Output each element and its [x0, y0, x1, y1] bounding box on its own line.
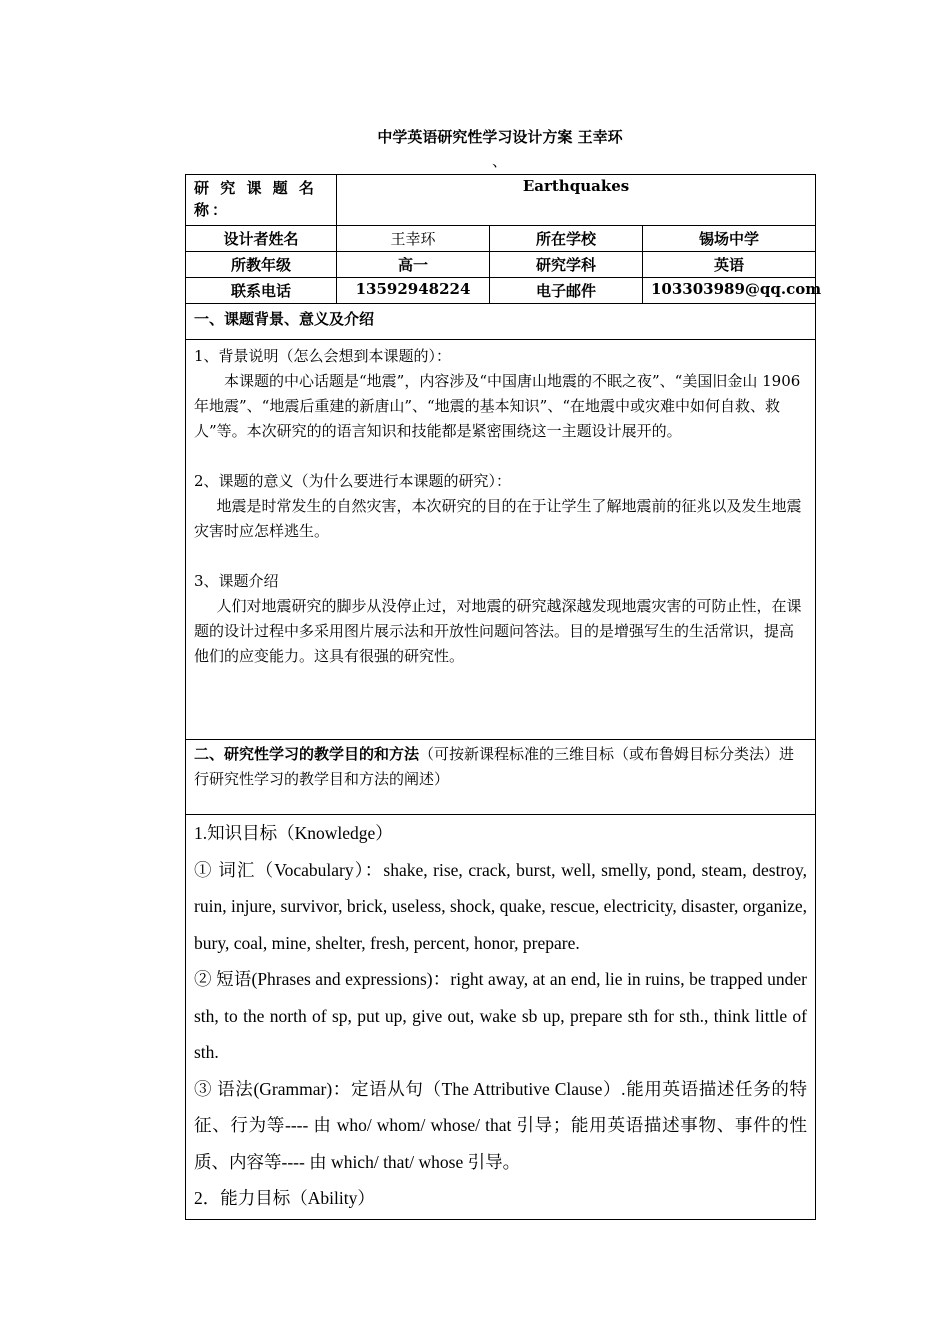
vocabulary-text: ① 词汇（Vocabulary）：shake, rise, crack, burst, well, smelly, pond, steam, destroy, ruin, injure, survivor, brick, useless, shock, quake, rescue, electricity, disaster, organize, bury, coal, mine, shelter, fresh, percent, honor, prepare. — [194, 859, 808, 953]
topic-label: 研 究 课 题 名称： — [186, 175, 337, 226]
designer-value: 王幸环 — [337, 226, 490, 252]
stray-mark: 、 — [492, 152, 508, 170]
section1-heading-row — [186, 304, 816, 340]
school-value: 锡场中学 — [643, 226, 816, 252]
section2-heading-bold: 二、研究性学习的教学目的和方法 — [194, 745, 420, 763]
background-text: 本课题的中心话题是“地震”，内容涉及“中国唐山地震的不眠之夜”、“美国旧金山 1906 年地震”、“地震后重建的新唐山”、“地震的基本知识”、“在地震中或灾难中如何自救、救人”等。本次研究的的语言知识和技能都是紧密围绕这一主题设计展开的。 — [194, 372, 801, 440]
background-title: 1、背景说明（怎么会想到本课题的）： — [194, 347, 452, 365]
designer-label: 设计者姓名 — [186, 226, 337, 252]
grade-row — [186, 252, 816, 278]
section1-body-row — [186, 340, 816, 740]
section1-heading: 一、课题背景、意义及介绍 — [186, 304, 816, 340]
objectives-body — [186, 815, 816, 1220]
section2-heading-note: （可按新课程标准的三维目标（或布鲁姆目标分类法）进行研究性学习的教学目和方法的阐述） — [194, 745, 795, 788]
topic-value: Earthquakes — [337, 175, 816, 226]
contact-row — [186, 278, 816, 304]
section2-heading-row — [186, 740, 816, 815]
topic-row — [186, 175, 816, 226]
phrases-text: ② 短语(Phrases and expressions)：right away, at an end, lie in ruins, be trapped under sth, to the north of sp, put up, give out, wake sb up, prepare sth for sth., think little of sth. — [194, 969, 808, 1062]
grammar-text: ③ 语法(Grammar)：定语从句（The Attributive Clause）.能用英语描述任务的特征、行为等---- 由 who/ whom/ whose/ that 引导；能用英语描述事物、事件的性质、内容等---- 由 which/ that/ whose 引导。 — [194, 1078, 808, 1172]
objectives-row — [186, 815, 816, 1220]
phone-label: 联系电话 — [186, 278, 337, 304]
knowledge-title: 1.知识目标（Knowledge） — [194, 823, 393, 843]
email-value: 103303989@qq.com — [643, 278, 816, 304]
section1-body — [186, 340, 816, 740]
section2-heading — [186, 740, 816, 815]
intro-title: 3、课题介绍 — [194, 572, 279, 590]
designer-row — [186, 226, 816, 252]
intro-text: 人们对地震研究的脚步从没停止过，对地震的研究越深越发现地震灾害的可防止性，在课题的设计过程中多采用图片展示法和开放性问题问答法。目的是增强写生的生活常识，提高他们的应变能力。这具有很强的研究性。 — [194, 597, 802, 665]
ability-title: 2．能力目标（Ability） — [194, 1188, 375, 1208]
school-label: 所在学校 — [490, 226, 643, 252]
phone-value: 13592948224 — [337, 278, 490, 304]
subject-label: 研究学科 — [490, 252, 643, 278]
meaning-title: 2、课题的意义（为什么要进行本课题的研究）： — [194, 472, 512, 490]
email-label: 电子邮件 — [490, 278, 643, 304]
grade-value: 高一 — [337, 252, 490, 278]
subject-value: 英语 — [643, 252, 816, 278]
meaning-text: 地震是时常发生的自然灾害，本次研究的目的在于让学生了解地震前的征兆以及发生地震灾害时应怎样逃生。 — [194, 497, 802, 540]
grade-label: 所教年级 — [186, 252, 337, 278]
document-title: 中学英语研究性学习设计方案 王幸环 — [377, 128, 623, 146]
design-form-table — [185, 174, 822, 1220]
